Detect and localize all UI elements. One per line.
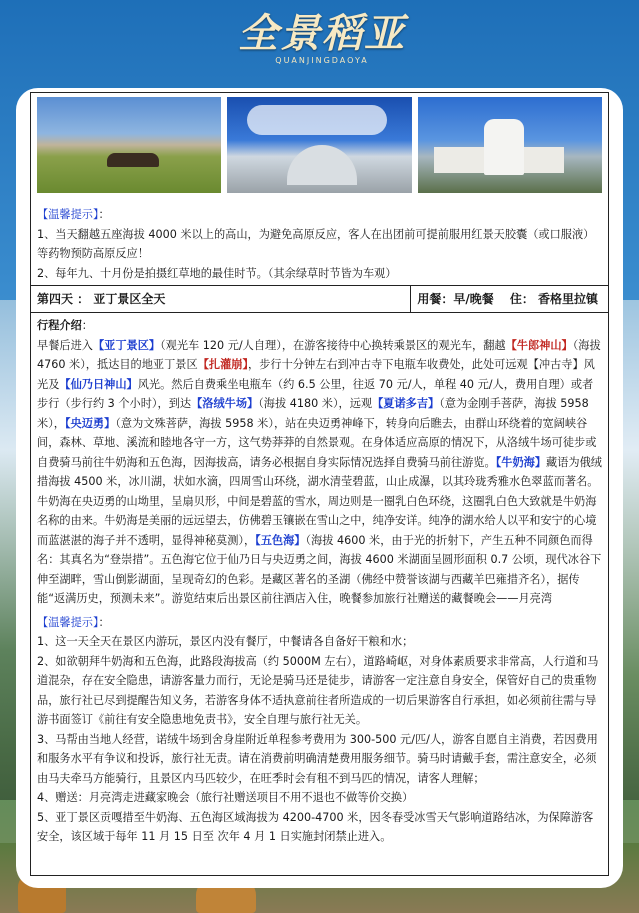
intro-text-1: 早餐后进入 bbox=[37, 338, 93, 352]
photo-strip bbox=[31, 93, 608, 197]
tips-colon-2: ： bbox=[98, 615, 110, 629]
cloud-shape bbox=[247, 105, 387, 135]
tips-title-2: 【温馨提示】 bbox=[37, 615, 99, 629]
meal-info: 用餐：早/晚餐 bbox=[417, 292, 494, 306]
keyword-niunaihai: 【牛奶海】 bbox=[495, 455, 547, 469]
logo-main-text: 全景稻亚 bbox=[238, 10, 406, 57]
logo-sub-text: QUANJINGDAOYA bbox=[275, 56, 369, 65]
intro-title: 行程介绍 bbox=[37, 319, 82, 332]
intro-paragraph bbox=[37, 336, 602, 609]
tips2-item-1: 1、这一天全天在景区内游玩，景区内没有餐厅，中餐请各自备好干粮和水； bbox=[37, 635, 414, 648]
day-title: 第四天 ： 亚丁景区全天 bbox=[37, 292, 166, 306]
tips-section-2 bbox=[31, 611, 608, 849]
tips-colon-1: ： bbox=[98, 208, 110, 221]
tips2-item-5: 5、亚丁景区贡嘎措至牛奶海、五色海区域海拔为 4200-4700 米，因冬春受冰雪天气影响道路结冰，为保障游客安全，该区域于每年 11 月 15 日至 次年 4 月 1 日实施封闭禁止进入。 bbox=[37, 810, 594, 843]
intro-text-5: 风光。然后自费乘坐电瓶车（约 6.5 公里，往返 70 元/人，单程 40 元/人，费用自理）或者步行（步行约 3 个小时），到达 bbox=[37, 377, 594, 410]
photo-mountain-cairn bbox=[227, 97, 411, 193]
brand-logo bbox=[232, 6, 412, 78]
intro-text-9: 藏语为俄绒措海拔 4500 米，冰川湖，状如水滴，四周雪山环绕，湖水清莹碧蓝，山止成瀑，以其玲珑秀雅水色翠蓝而著名。牛奶海在央迈勇的山坳里，呈扇贝形，中间是碧蓝的雪水，周边则是一圈乳白色环绕，这圈乳白色大致就是牛奶海名称的由来。牛奶海是美丽的远远望去，仿佛碧玉镶嵌在雪山之中，纯净安详。纯净的湖水给人以平和安宁的心境而蓝湛湛的海子并不透明，显得神秘莫测）， bbox=[37, 455, 602, 547]
stupa-shape bbox=[484, 119, 524, 175]
intro-text-2: （观光车 120 元/人自理），在游客接待中心换转乘景区的观光车，翻越 bbox=[160, 338, 506, 352]
tips-section-1 bbox=[31, 203, 608, 285]
keyword-zhaguanbeng: 【扎灌崩】 bbox=[197, 358, 249, 371]
itinerary-card bbox=[16, 88, 623, 888]
intro-text-10: （海拔 4600 米，由于光的折射下，产生五种不同颜色而得名：其真名为“登崇措”。五色海它位于仙乃日与央迈勇之间，海拔 4600 米湖面呈圆形面积 0.7 公顷，现代冰谷下伸至湖畔，雪山倒影湖面，呈现奇幻的色彩。是藏区著名的圣湖（佛经中赞誉该湖与西藏羊巴雍措齐名），据传能“返满历史，预测未来”。游览结束后出景区前往酒店入住，晚餐参加旅行社赠送的藏餐晚会——月亮湾 bbox=[37, 533, 602, 605]
stay-info: 住： 香格里拉镇 bbox=[509, 292, 598, 306]
keyword-xianuoduoji: 【夏诺多吉】 bbox=[372, 397, 440, 410]
cairn-shape bbox=[287, 145, 357, 185]
itinerary-frame bbox=[30, 92, 609, 876]
intro-text-3: （海拔 4760 米），抵达目的地亚丁景区 bbox=[37, 338, 601, 371]
tips1-item-1: 1、当天翻越五座海拔 4000 米以上的高山，为避免高原反应，客人在出团前可提前服用红景天胶囊（或口服液）等药物预防高原反应！ bbox=[37, 227, 595, 260]
tips2-item-3: 3、马帮由当地人经营，诺绒牛场到舍身崖附近单程参考费用为 300-500 元/匹/人，游客自愿自主消费，若因费用和服务水平有争议和投诉，旅行社无责。请在消费前明确清楚费用服务细节。骑马时请戴手套，需注意安全，必须由马夫牵马方能骑行，且景区内马匹较少，在旺季时会有租不到马匹的情况，请客人理解； bbox=[37, 732, 598, 785]
day-meta bbox=[410, 286, 608, 312]
tips2-item-4: 4、赠送：月亮湾走进藏家晚会（旅行社赠送项目不用不退也不做等价交换） bbox=[37, 791, 414, 804]
keyword-luorong: 【洛绒牛场】 bbox=[191, 397, 259, 410]
keyword-wusehai: 【五色海】 bbox=[255, 533, 306, 547]
intro-colon: ： bbox=[81, 319, 93, 332]
day-header-row bbox=[31, 285, 608, 313]
keyword-yangmaiyong: 【央迈勇】 bbox=[64, 416, 116, 430]
keyword-xiannairi: 【仙乃日神山】 bbox=[59, 377, 138, 391]
photo-grassland-tent bbox=[37, 97, 221, 193]
tips2-item-2: 2、如欲朝拜牛奶海和五色海，此路段海拔高（约 5000M 左右），道路崎岖，对身体素质要求非常高，人行道和马道混杂，存在安全隐患，请游客量力而行，无论是骑马还是徒步，请游客一定注意自身安全，保管好自己的贵重物品，旅行社已尽到提醒告知义务，若游客身体不适执意前往者所造成的一切后果游客自行承担，如必须前往需与导游书面签订《前往有安全隐患地免责书》，安全自理与旅行社无关。 bbox=[37, 654, 599, 726]
intro-text-4: ，步行十分钟左右到冲古寺下电瓶车收费处，此处可远观【冲古寺】风光及 bbox=[37, 358, 595, 391]
intro-text-6: （海拔 4180 米），远观 bbox=[258, 397, 373, 410]
intro-text-8: （意为文殊菩萨，海拔 5958 米），站在央迈勇神峰下，转身向后瞧去，由群山环绕着的宽阔峡谷间，森林、草地、溪流和睦地各守一方，这气势莽莽的自然景观。在身体适应高原的情况下，从洛绒牛场可徒步或自费骑马前往牛奶海和五色海，因海拔高，请务必根据自身实际情况选择自费骑马前往游览。 bbox=[37, 416, 597, 469]
keyword-yading: 【亚丁景区】 bbox=[92, 338, 161, 352]
tent-shape bbox=[107, 153, 159, 167]
tips-title-1: 【温馨提示】 bbox=[37, 208, 99, 221]
tips1-item-2: 2、每年九、十月份是拍摄红草地的最佳时节。（其余绿草时节皆为车观） bbox=[37, 266, 397, 280]
keyword-niulang: 【牛郎神山】 bbox=[505, 338, 573, 352]
intro-section bbox=[31, 313, 608, 611]
intro-text-7: （意为金刚手菩萨，海拔 5958 米）， bbox=[37, 397, 589, 430]
photo-white-stupa bbox=[418, 97, 602, 193]
